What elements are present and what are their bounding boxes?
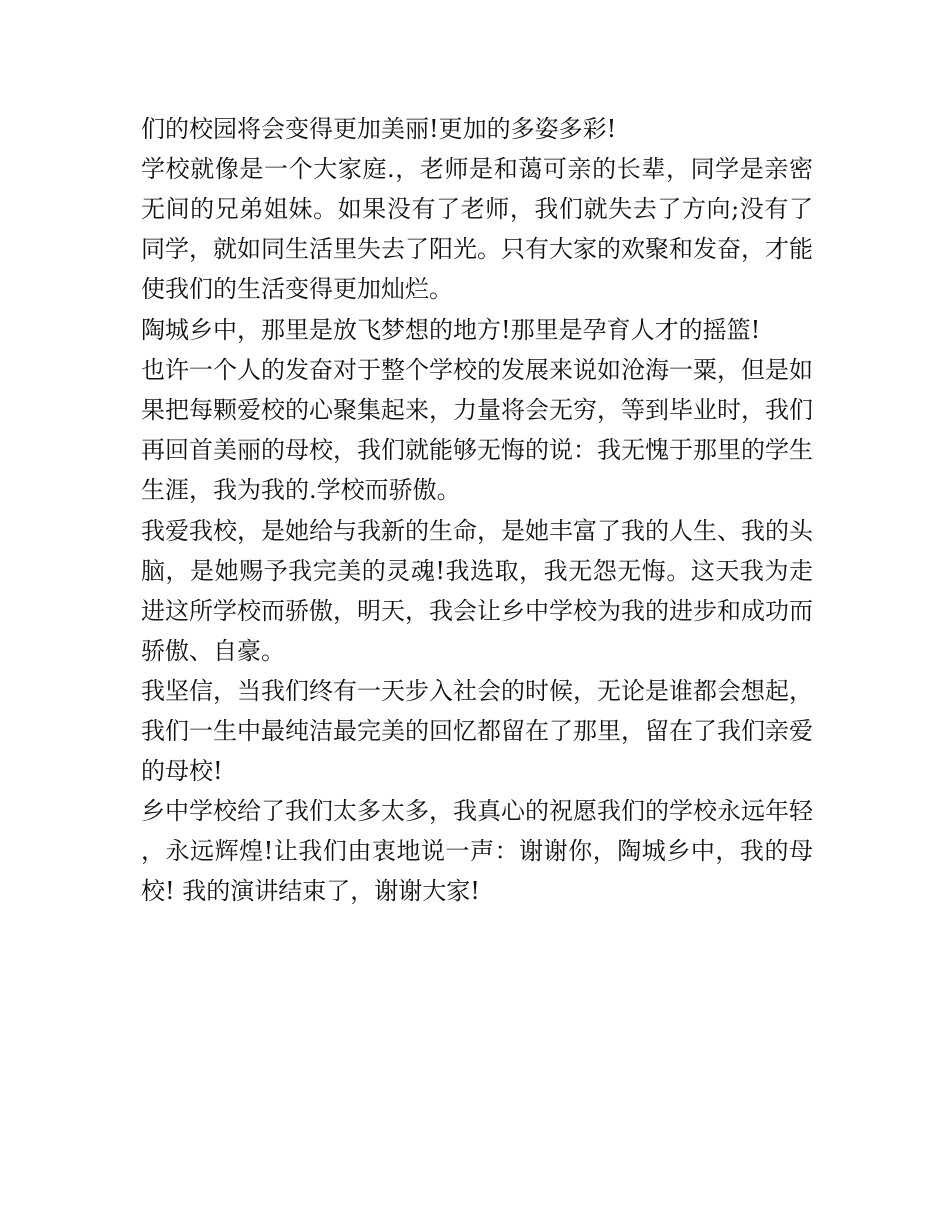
paragraph-6: 我坚信，当我们终有一天步入社会的时候，无论是谁都会想起，我们一生中最纯洁最完美的回忆都留在了那里，留在了我们亲爱的母校!: [141, 676, 813, 785]
paragraph-3: 陶城乡中，那里是放飞梦想的地方!那里是孕育人才的摇篮!: [141, 315, 761, 344]
paragraph-1: 们的校园将会变得更加美丽!更加的多姿多彩!: [141, 115, 617, 143]
paragraph-2: 学校就像是一个大家庭.，老师是和蔼可亲的长辈，同学是亲密无间的兄弟姐妹。如果没有了老师，我们就失去了方向;没有了同学，就如同生活里失去了阳光。只有大家的欢聚和发奋，才能使我们的生活变得更加灿烂。: [141, 155, 813, 304]
paragraph-5: 我爱我校，是她给与我新的生命，是她丰富了我的人生、我的头脑，是她赐予我完美的灵魂!我选取，我无怨无悔。这天我为走进这所学校而骄傲，明天，我会让乡中学校为我的进步和成功而骄傲、自豪。: [141, 516, 813, 665]
paragraph-4: 也许一个人的发奋对于整个学校的发展来说如沧海一粟，但是如果把每颗爱校的心聚集起来，力量将会无穷，等到毕业时，我们再回首美丽的母校，我们就能够无悔的说：我无愧于那里的学生生涯，我为我的.学校而骄傲。: [141, 356, 813, 505]
paragraph-7: 乡中学校给了我们太多太多，我真心的祝愿我们的学校永远年轻，永远辉煌!让我们由衷地说一声：谢谢你，陶城乡中，我的母校! 我的演讲结束了，谢谢大家!: [141, 797, 813, 906]
document-page: [141, 109, 813, 912]
